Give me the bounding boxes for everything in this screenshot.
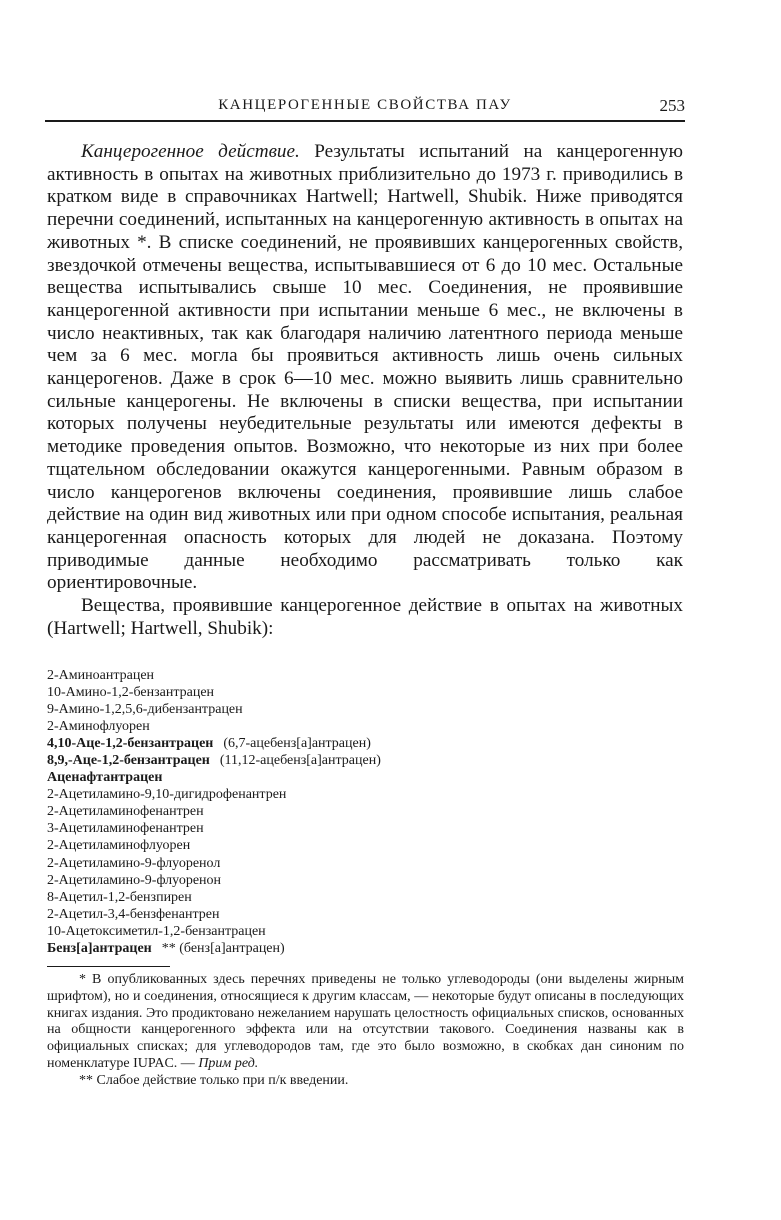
list-item [47, 906, 687, 923]
compound-name: 2-Ацетиламинофенантрен [47, 804, 204, 820]
list-item [47, 718, 687, 735]
compound-name: 2-Ацетил-3,4-бензфенантрен [47, 906, 220, 922]
compound-name: 8,9,-Аце-1,2-бензантрацен [47, 753, 210, 769]
compound-list [47, 667, 687, 957]
footnote-1 [47, 972, 684, 1073]
compound-name: 3-Ацетиламинофенантрен [47, 821, 204, 837]
main-text [47, 141, 683, 640]
compound-name: 10-Ацетоксиметил-1,2-бензантрацен [47, 923, 266, 939]
page-header [45, 96, 685, 122]
compound-name: 2-Аминофлуорен [47, 719, 150, 735]
list-item [47, 752, 687, 769]
section-lead-italic: Канцерогенное действие. [81, 141, 300, 162]
list-item [47, 701, 687, 718]
paragraph-list-intro: Вещества, проявившие канцерогенное действие в опытах на животных (Hartwell; Hartwell, Shubik): [47, 595, 683, 639]
list-item [47, 940, 687, 957]
running-title: КАНЦЕРОГЕННЫЕ СВОЙСТВА ПАУ [218, 97, 512, 113]
list-item [47, 889, 687, 906]
footnotes [47, 972, 684, 1090]
compound-name: 2-Ацетиламино-9-флуоренол [47, 855, 221, 871]
list-item [47, 872, 687, 889]
paragraph-intro-text: Результаты испытаний на канцерогенную активность в опытах на животных приблизительно до 1973 г. приводились в кратком виде в справочниках Hartwell; Hartwell, Shubik. Ниже приводятся перечни соединений, испытанных на канцерогенную активность в опытах на животных *. В списке соединений, не проявивших канцерогенных свойств, звездочкой отмечены вещества, испытывавшиеся от 6 до 10 мес. Остальные вещества испытывались свыше 10 мес. Соединения, не проявившие канцерогенной активности при испытании меньше 6 мес., не включены в число неактивных, так как благодаря наличию латентного периода меньше чем за 6 мес. могла бы проявиться активность лишь очень сильных канцерогенов. Даже в срок 6—10 мес. можно выявить лишь сравнительно сильные канцерогены. Не включены в списки вещества, при испытании которых получены неубедительные результаты или имеются дефекты в методике проведения опытов. Возможно, что некоторые из них при более тщательном обследовании окажутся канцерогенными. Равным образом в число канцерогенов включены соединения, проявившие лишь слабое действие на один вид животных или при одном способе испытания, реальная канцерогенная опасность которых для людей не доказана. Поэтому приводимые данные необходимо рассматривать только как ориентировочные. [47, 141, 683, 594]
list-item [47, 837, 687, 854]
list-item [47, 735, 687, 752]
list-item [47, 923, 687, 940]
paragraph-intro [47, 141, 683, 595]
list-item [47, 786, 687, 803]
list-item [47, 667, 687, 684]
compound-name: 4,10-Аце-1,2-бензантрацен [47, 736, 214, 752]
compound-name: 9-Амино-1,2,5,6-дибензантрацен [47, 702, 243, 718]
footnote-1-text: * В опубликованных здесь перечнях приведены не только углеводороды (они выделены жирным шрифтом), но и соединения, относящиеся к другим классам, — некоторые будут описаны в последующих книгах издания. Это продиктовано нежеланием нарушать целостность официальных списков, основанных на общности канцерогенного эффекта или на отсутствии такового. Соединения названы как в официальных списках; для углеводородов там, где это было возможно, в скобках дан синоним по номенклатуре IUPAC. — [47, 972, 684, 1071]
compound-synonym: ** (бенз[а]антрацен) [161, 940, 285, 956]
compound-name: 2-Ацетиламино-9-флуоренон [47, 872, 222, 888]
compound-synonym: (6,7-ацебенз[а]антрацен) [223, 736, 371, 752]
list-item [47, 855, 687, 872]
compound-name: 2-Ацетиламинофлуорен [47, 838, 191, 854]
compound-name: 2-Ацетиламино-9,10-дигидрофенантрен [47, 787, 287, 803]
editor-note-label: Прим ред. [198, 1055, 259, 1071]
list-item [47, 769, 687, 786]
compound-name: 2-Аминоантрацен [47, 668, 155, 683]
compound-name: Бенз[а]антрацен [47, 940, 152, 956]
page-number: 253 [659, 96, 685, 115]
compound-synonym: (11,12-ацебенз[а]антрацен) [219, 753, 381, 769]
list-item [47, 803, 687, 820]
compound-name: 10-Амино-1,2-бензантрацен [47, 685, 215, 701]
list-item [47, 684, 687, 701]
footnote-divider [47, 966, 170, 967]
list-item [47, 820, 687, 837]
compound-name: 8-Ацетил-1,2-бензпирен [47, 889, 192, 905]
footnote-2: ** Слабое действие только при п/к введении. [79, 1072, 349, 1088]
compound-name: Аценафтантрацен [47, 770, 163, 786]
